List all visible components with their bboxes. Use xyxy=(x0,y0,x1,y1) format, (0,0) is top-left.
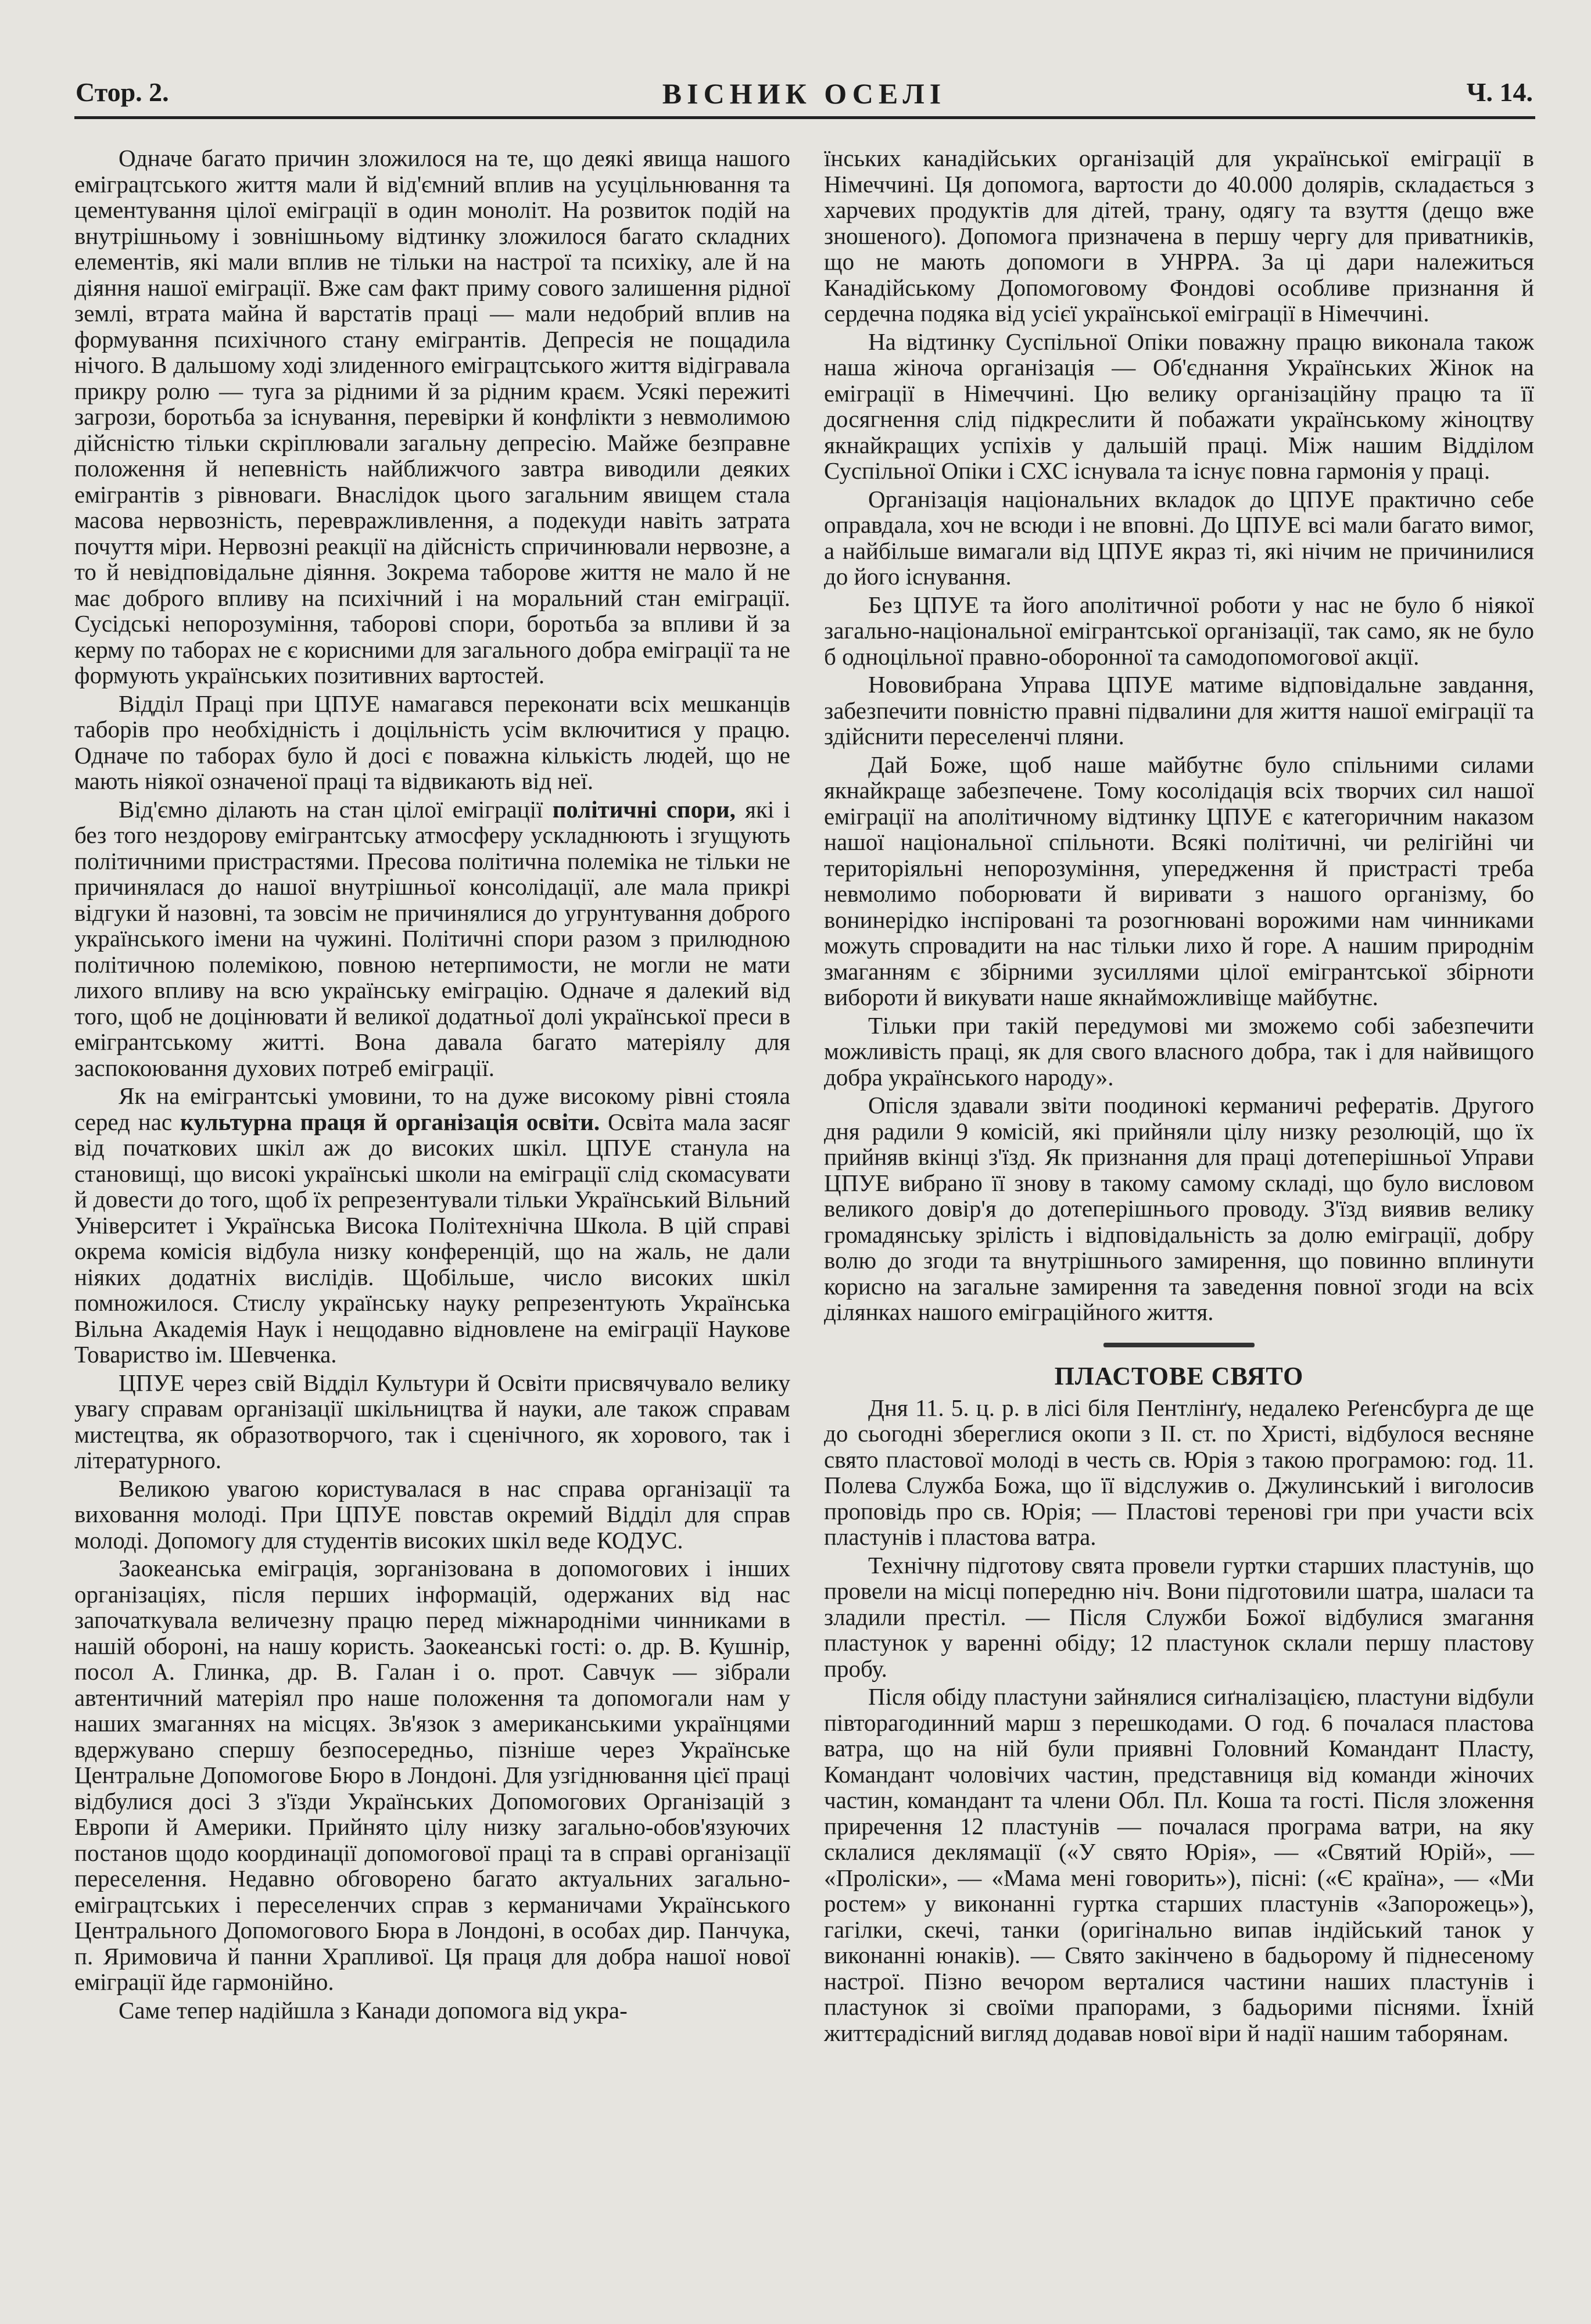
paragraph: Дай Боже, щоб наше майбутнє було спільними силами якнайкраще забезпечене. Тому косолідація всіх творчих сил нашої еміграції на аполітичному відтинку ЦПУЕ є категоричним наказом нашої національної спільноти. Всякі політичні, чи релігійні чи територіяльні непорозуміння, упередження й пристрасті треба невмолимо поборювати й виривати з нашого організму, бо вонинерідко інспіровані та розогнювані ворожими нам чинниками можуть спровадити на нас тільки лихо й горе. А нашим природнім змаганням є збірними зусиллями цілої емігрантської збірноти вибороти й викувати наше якнайможливіще майбутнє. xyxy=(824,751,1534,1010)
paragraph: Технічну підготову свята провели гуртки старших пластунів, що провели на місці попередню ніч. Вони підготовили шатра, шаласи та зладили престіл. — Після Служби Божої відбулися змагання пластунок у варенні обіду; 12 пластунок склали першу пластову пробу. xyxy=(824,1551,1534,1682)
bold-phrase: політичні спори, xyxy=(552,795,736,823)
issue-number: Ч. 14. xyxy=(1466,77,1533,107)
section-title: ПЛАСТОВЕ СВЯТО xyxy=(1054,1361,1304,1390)
newspaper-title: ВІСНИК ОСЕЛІ xyxy=(662,77,947,110)
paragraph: їнських канадійських організацій для української еміграції в Німеччині. Ця допомога, вартости до 40.000 долярів, складається з харчевих продуктів для дітей, трану, одягу та взуття (дещо вже зношеного). Допомога призначена в першу чергу для приватників, що не мають допомоги в УНРРА. За ці дари належиться Канадійському Допомоговому Фондові особливе признання й сердечна подяка від усієї української еміграції в Німеччині. xyxy=(824,145,1534,327)
paragraph: Після обіду пластуни зайнялися сиґналізацією, пластуни відбули півторагодинний марш з перешкодами. О год. 6 почалася пластова ватра, що на ній були приявні Головний Командант Пласту, Командант чоловічих частин, представниця від команди жіночих частин, командант та члени Обл. Пл. Коша та гості. Після зложення приречення 12 пластунів — почалася програма ватри, на яку склалися деклямації («У свято Юрія», — «Святий Юрій», — «Проліски», — «Мама мені говорить»), пісні: («Є країна», — «Ми ростем» у виконанні гуртка старших пластунів «Запорожець»), гагілки, скечі, танки (оригінально випав індійський танок у виконанні юнаків). — Свято закінчено в бадьорому й піднесеному настрої. Пізно вечором верталися частини наших пластунів і пластунок зі своїми прапорами, з бадьорими піснями. Їхній життєрадісний вигляд додавав нової віри й надії нашим таборянам. xyxy=(824,1683,1534,2046)
left-column xyxy=(74,145,790,2023)
text-run: Від'ємно ділають на стан цілої еміграції xyxy=(119,795,553,823)
page-number: Стор. 2. xyxy=(76,77,169,107)
paragraph: Дня 11. 5. ц. р. в лісі біля Пентлінґу, недалеко Реґенсбурга де ще до сьогодні збереглися окопи з II. ст. по Христі, відбулося весняне свято пластової молоді в честь св. Юрія з такою програмою: год. 11. Полева Служба Божа, що її відслужив о. Джулинський і виголосив проповідь про св. Юрія; — Пластові теренові гри при участи всіх пластунів і пластова ватра. xyxy=(824,1394,1534,1550)
text-run: Як на емігрантські умовини, то на дуже високому рівні стояла серед нас xyxy=(74,1082,790,1135)
paragraph: ЦПУЕ через свій Відділ Культури й Освіти присвячувало велику увагу справам організації шкільництва й науки, але також справам мистецтва, як образотворчого, так і сценічного, як хорового, так і літературного. xyxy=(74,1369,790,1473)
bold-phrase: культурна праця й організація освіти. xyxy=(180,1108,600,1135)
paragraph: Нововибрана Управа ЦПУЕ матиме відповідальне завдання, забезпечити повністю правні підвалини для життя нашої еміграції та здійснити переселенчі пляни. xyxy=(824,671,1534,749)
paragraph: Великою увагою користувалася в нас справа організації та виховання молоді. При ЦПУЕ повстав окремий Відділ для справ молоді. Допомогу для студентів високих шкіл веде КОДУС. xyxy=(74,1475,790,1554)
section-divider xyxy=(1103,1343,1255,1347)
paragraph: Без ЦПУЕ та його аполітичної роботи у нас не було б ніякої загально-національної емігрантської організації, так само, як не було б одноцільної правно-оборонної та самодопомогової акції. xyxy=(824,591,1534,670)
right-column xyxy=(824,145,1534,2046)
paragraph: Відділ Праці при ЦПУЕ намагався переконати всіх мешканців таборів про необхідність і доцільність усім включитися у працю. Одначе по таборах було й досі є поважна кількість людей, що не мають ніякої означеної праці та відвикають від неї. xyxy=(74,690,790,794)
paragraph: Одначе багато причин зложилося на те, що деякі явища нашого еміграцтського життя мали й від'ємний вплив на усуцільнювання та цементування цілої еміграції в один моноліт. На розвиток подій на внутрішньому і зовнішньому відтинку зложилося багато складних елементів, які мали вплив не тільки на настрої та психіку, але й на діяння нашої еміграції. Вже сам факт приму сового залишення рідної землі, втрата майна й варстатів праці — мали недобрий вплив на формування психічного стану емігрантів. Депресія не пощадила нічого. В дальшому ході злиденного еміграцтського життя відігравала прикру ролю — туга за рідними й за рідним краєм. Усякі пережиті загрози, боротьба за існування, перевірки й конфлікти з невмолимою дійсністю тільки скріплювали загальну депресію. Майже безправне положення й непевність найближчого завтра виводили деяких емігрантів з рівноваги. Внаслідок цього загальним явищем стала масова нервозність, перевражливлення, а подекуди навіть затрата почуття міри. Нервозні реакції на дійсність спричинювали нервозне, а то й невідповідальне діяння. Зокрема таборове життя не мало й не має доброго впливу на психічний і на моральний стан еміграції. Сусідські непорозуміння, таборові спори, боротьба за впливи й за керму по таборах не є корисними для загального добра еміграції та не формують українських позитивних вартостей. xyxy=(74,145,790,688)
paragraph xyxy=(74,797,790,1081)
paragraph xyxy=(74,1083,790,1368)
paragraph: Заокеанська еміграція, зорганізована в допомогових і інших організаціях, після перших інформацій, одержаних від нас започаткувала величезну працю перед міжнародніми чинниками в нашій обороні, на нашу користь. Заокеанські гості: о. др. В. Кушнір, посол А. Глинка, др. В. Галан і о. прот. Савчук — зібрали автентичний матеріял про наше положення та допомогали нам у наших змаганнях на місцях. Зв'язок з американськими українцями вдержувано спершу безпосередньо, пізніше через Українське Центральне Допомогове Бюро в Лондоні. Для узгіднювання цієї праці відбулися досі 3 з'їзди Українських Допомогових Організацій з Европи й Америки. Прийнято цілу низку загально-обов'язуючих постанов щодо координації допомогової праці та в справі організації переселення. Недавно обговорено багато актуальних загально-еміграцтських і переселенчих справ з керманичами Українського Центрального Допомогового Бюра в Лондоні, в особах дир. Панчука, п. Яримовича й панни Храпливої. Ця праця для добра нашої нової еміграції йде гармонійно. xyxy=(74,1555,790,1995)
text-run: які і без того нездорову емігрантську атмосферу ускладнюють і згущують політичними пристрастями. Пресова політична полеміка не тільки не причинялася до нашої внутрішньої консолідації, але мала прикрі відгуки й назовні, та зовсім не причинялися до угрунтування доброго українського імени на чужині. Політичні спори разом з прилюдною політичною полемікою, повною нетерпимости, не могли не мати лихого впливу на всю українську еміграцію. Одначе я далекий від того, щоб не доцінювати й великої додатньої долі української преси в емігрантському житті. Вона давала багато матеріялу для заспокоювання духових потреб еміграції. xyxy=(74,795,791,1081)
paragraph: Опісля здавали звіти поодинокі керманичі рефератів. Другого дня радили 9 комісій, які прийняли цілу низку резолюцій, що їх прийняв вкінці з'їзд. Як признання для праці дотеперішньої Управи ЦПУЕ вибрано її знову в такому самому складі, що було висловом великого довір'я до дотеперішнього проводу. З'їзд виявив велику громадянську зрілість і відповідальність за долю еміграції, добру волю до згоди та внутрішнього замирення, що повинно вплинути корисно на загальне замирення та заведення повної згоди на всіх ділянках нашого еміграційного життя. xyxy=(824,1092,1534,1325)
paragraph: На відтинку Суспільної Опіки поважну працю виконала також наша жіноча організація — Об'єднання Українських Жінок на еміграції в Німеччині. Цю велику організаційну працю та її досягнення слід підкреслити й побажати українському жіноцтву якнайкращих успіхів у дальшій праці. Між нашим Відділом Суспільної Опіки і СХС існувала та існує повна гармонія у праці. xyxy=(824,328,1534,484)
paragraph: Тільки при такій передумові ми зможемо собі забезпечити можливість праці, як для свого власного добра, так і для найвищого добра українського народу». xyxy=(824,1012,1534,1091)
header-rule xyxy=(74,116,1535,119)
paragraph: Саме тепер надійшла з Канади допомога від укра- xyxy=(119,1996,628,2024)
text-run: Освіта мала засяг від початкових шкіл аж до високих шкіл. ЦПУЕ станула на становищі, що високі українські школи на еміграції слід скомасувати й довести до того, щоб їх репрезентували тільки Український Вільний Університет і Українська Висока Політехнічна Школа. В цій справі окрема комісія відбула низку конференцій, що на жаль, не дали ніяких додатніх вислідів. Щобільше, число високих шкіл помножилося. Стислу українську науку репрезентують Українська Вільна Академія Наук і нещодавно відновлене на еміграції Наукове Товариство ім. Шевченка. xyxy=(74,1108,790,1368)
paragraph: Організація національних вкладок до ЦПУЕ практично себе оправдала, хоч не всюди і не вповні. До ЦПУЕ всі мали багато вимог, а найбільше вимагали від ЦПУЕ якраз ті, які нічим не причинилися до його існування. xyxy=(824,485,1534,590)
